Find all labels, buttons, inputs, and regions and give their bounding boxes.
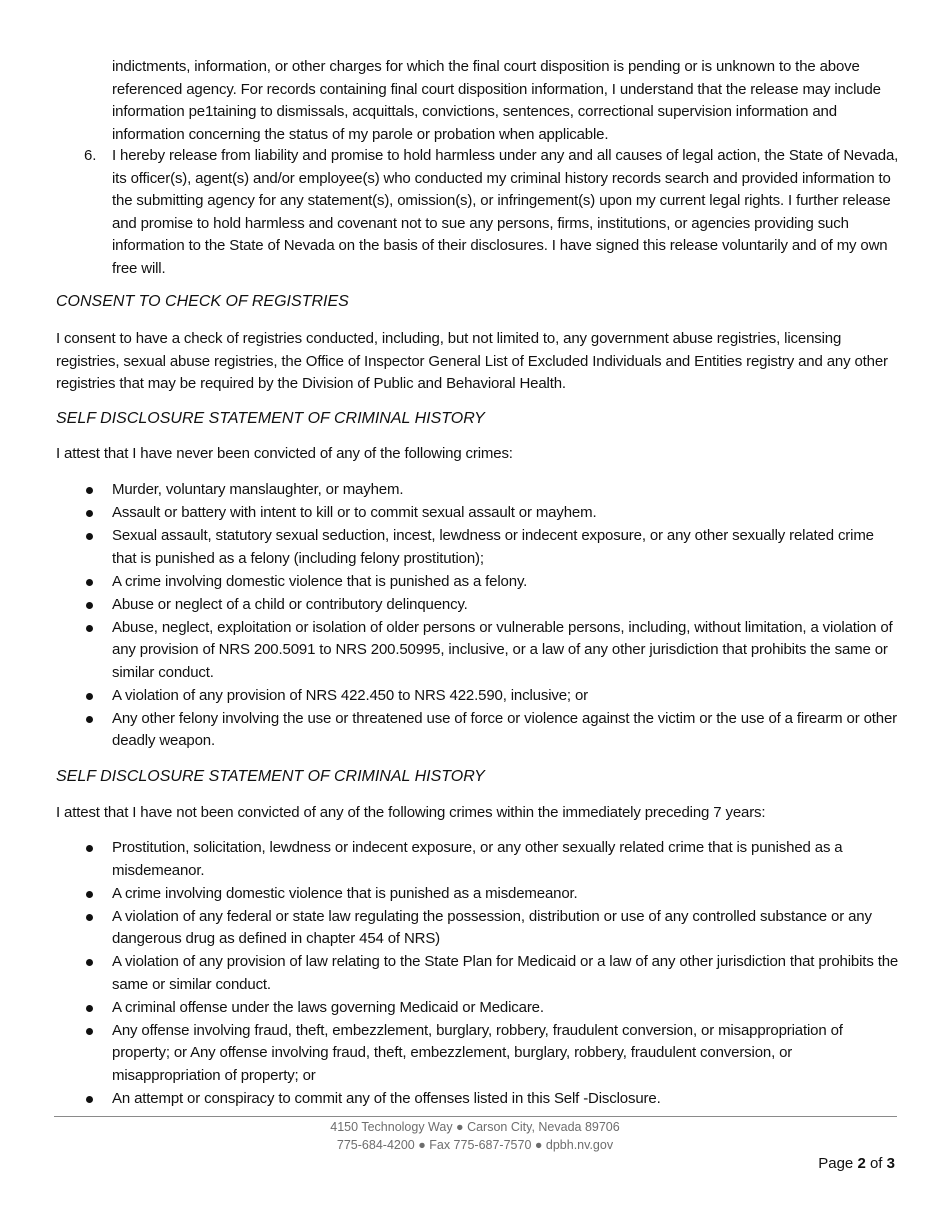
continuation-paragraph: indictments, information, or other charges for which the final court disposition is pending or is unknown to the above referenced agency. For records containing final court disposition information, I understand that the release may include information pe1taining to dismissals, acquittals, convictions, sentences, correctional supervision information and information concerning the status of my parole or probation when applicable. <box>112 58 881 143</box>
bullet-icon <box>86 1005 93 1012</box>
page-total: 3 <box>886 1155 895 1172</box>
bullet-icon <box>86 602 93 609</box>
bullet-icon <box>86 845 93 852</box>
list-item-text: Murder, voluntary manslaughter, or mayhem. <box>112 481 404 498</box>
list-item-text: An attempt or conspiracy to commit any of the offenses listed in this Self -Disclosure. <box>112 1089 661 1107</box>
bullet-icon <box>86 579 93 586</box>
list-item <box>0 951 902 996</box>
bullet-icon <box>86 914 93 921</box>
bullet-icon <box>86 1028 93 1035</box>
list-item <box>0 479 902 502</box>
bullet-icon <box>86 1096 93 1103</box>
list-item <box>0 571 902 594</box>
list-item-text: Prostitution, solicitation, lewdness or indecent exposure, or any other sexually related crime that is punished as a misdemeanor. <box>112 839 843 879</box>
consent-paragraph: I consent to have a check of registries conducted, including, but not limited to, any government abuse registries, licensing registries, sexual abuse registries, the Office of Inspector General List of Excluded Individuals and Entities registry and any other registries that may be required by the Division of Public and Behavioral Health. <box>56 330 888 392</box>
list-item-text: Abuse or neglect of a child or contributory delinquency. <box>112 595 468 613</box>
bullet-icon <box>86 693 93 700</box>
page-of: of <box>869 1155 883 1172</box>
list-item <box>0 594 902 617</box>
list-item-text: Any offense involving fraud, theft, embezzlement, burglary, robbery, fraudulent conversion, or misappropriation of property; or Any offense involving fraud, theft, embezzlement, burglary, robbery, fraudulent conversion, or misappropriation of property; or <box>112 1021 843 1084</box>
page-current: 2 <box>857 1155 866 1172</box>
list-item <box>0 997 902 1020</box>
page-number <box>818 1154 895 1174</box>
list-item <box>0 1088 902 1111</box>
bullet-icon <box>86 959 93 966</box>
list-item <box>0 708 902 753</box>
list-item-text: A crime involving domestic violence that is punished as a felony. <box>112 572 528 590</box>
section2-crime-list <box>0 837 950 1111</box>
bullet-icon <box>86 510 93 517</box>
list-item-text: A violation of any federal or state law regulating the possession, distribution or use of any controlled substance or any dangerous drug as defined in chapter 454 of NRS) <box>112 907 872 947</box>
list-item <box>0 906 902 951</box>
section1-crime-list <box>0 479 950 753</box>
list-item-text: A violation of any provision of NRS 422.450 to NRS 422.590, inclusive; or <box>112 686 588 704</box>
footer-contact: 775-684-4200 ● Fax 775-687-7570 ● dpbh.nv.gov <box>336 1138 614 1152</box>
bullet-icon <box>86 487 93 494</box>
footer-address: 4150 Technology Way ● Carson City, Nevada 89706 <box>330 1120 620 1134</box>
section2-heading: SELF DISCLOSURE STATEMENT OF CRIMINAL HISTORY <box>56 768 485 785</box>
section1-heading: SELF DISCLOSURE STATEMENT OF CRIMINAL HISTORY <box>56 410 485 427</box>
item-number: 6. <box>84 147 97 164</box>
list-item-text: Abuse, neglect, exploitation or isolation of older persons or vulnerable persons, including, without limitation, a violation of any provision of NRS 200.5091 to NRS 200.50995, inclusive, or a law of any other jurisdiction that prohibits the same or similar conduct. <box>112 618 893 681</box>
list-item <box>0 502 902 525</box>
page-label: Page <box>818 1155 854 1172</box>
list-item <box>0 685 902 708</box>
list-item-text: A crime involving domestic violence that is punished as a misdemeanor. <box>112 884 578 902</box>
list-item-text: Any other felony involving the use or threatened use of force or violence against the victim or the use of a firearm or other deadly weapon. <box>112 709 898 749</box>
section1-intro: I attest that I have never been convicted of any of the following crimes: <box>56 445 513 462</box>
bullet-icon <box>86 891 93 898</box>
bullet-icon <box>86 716 93 723</box>
item-text: I hereby release from liability and promise to hold harmless under any and all causes of legal action, the State of Nevada, its officer(s), agent(s) and/or employee(s) who conducted my criminal history records search and provided information to the submitting agency for any statement(s), omission(s), or infringement(s) upon my current legal rights. I further release and promise to hold harmless and covenant not to sue any persons, firms, institutions, or agencies providing such information to the State of Nevada on the basis of their disclosures. I have signed this release voluntarily and of my own free will. <box>112 147 899 277</box>
list-item <box>0 617 902 685</box>
list-item-text: Sexual assault, statutory sexual seduction, incest, lewdness or indecent exposure, or any other sexually related crime that is punished as a felony (including felony prostitution); <box>112 527 874 567</box>
list-item-text: A criminal offense under the laws governing Medicaid or Medicare. <box>112 998 544 1016</box>
list-item <box>0 525 902 570</box>
section2-intro: I attest that I have not been convicted of any of the following crimes within the immediately preceding 7 years: <box>56 804 766 821</box>
list-item-text: A violation of any provision of law relating to the State Plan for Medicaid or a law of any other jurisdiction that prohibits the same or similar conduct. <box>112 953 899 993</box>
bullet-icon <box>86 533 93 540</box>
consent-heading: CONSENT TO CHECK OF REGISTRIES <box>56 293 349 310</box>
bullet-icon <box>86 625 93 632</box>
footer-divider <box>54 1116 897 1117</box>
list-item <box>0 1020 902 1088</box>
list-item <box>0 837 902 882</box>
list-item <box>0 883 902 906</box>
list-item-text: Assault or battery with intent to kill or to commit sexual assault or mayhem. <box>112 504 597 521</box>
